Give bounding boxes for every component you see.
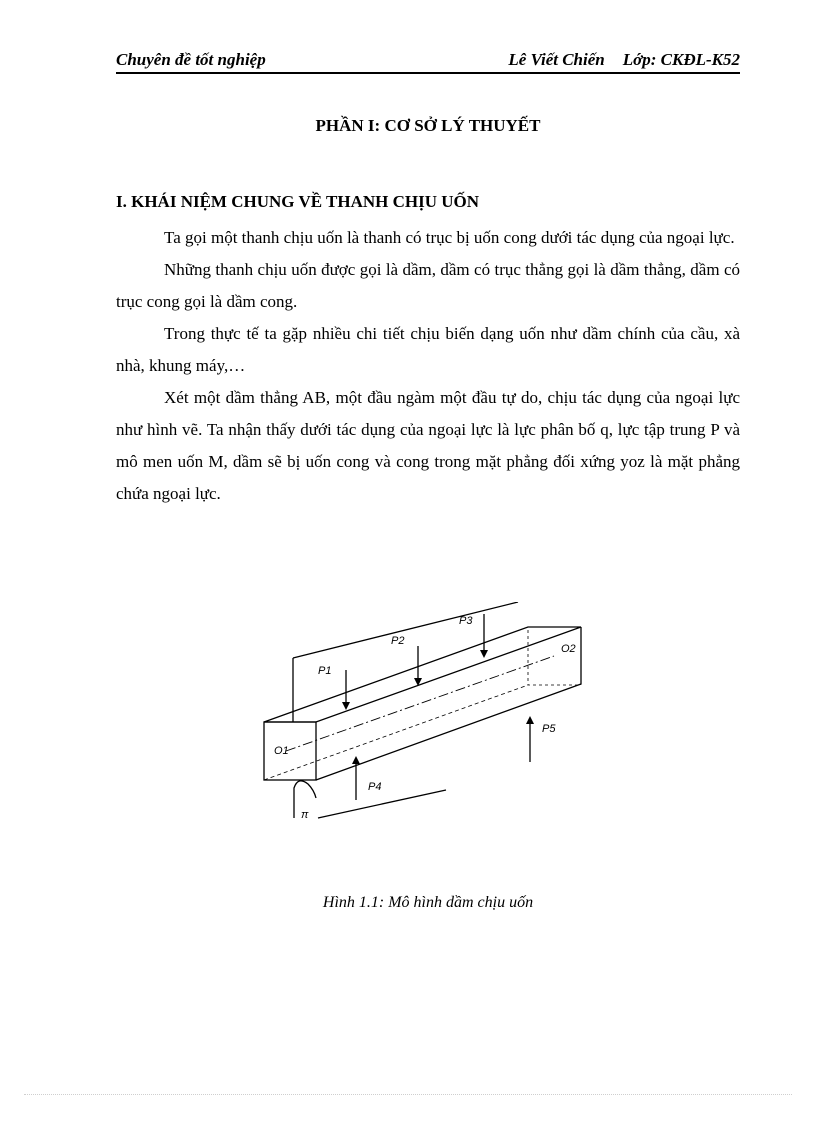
end-section-o2 — [528, 627, 581, 685]
paragraph-4: Xét một dầm thẳng AB, một đầu ngàm một đầu tự do, chịu tác dụng của ngoại lực như hình vẽ. Ta nhận thấy dưới tác dụng của ngoại lực là lực phân bố q, lực tập trung P và mô men uốn M, dầm sẽ bị uốn cong và cong trong mặt phẳng đối xứng yoz là mặt phẳng chứa ngoại lực. — [116, 388, 740, 503]
footer-divider — [24, 1094, 792, 1095]
body-text — [116, 222, 740, 510]
label-p5: P5 — [542, 723, 556, 735]
section-title: I. KHÁI NIỆM CHUNG VỀ THANH CHỊU UỐN — [116, 192, 480, 211]
beam-body — [264, 627, 581, 780]
forces — [346, 614, 530, 800]
beam-diagram — [256, 602, 596, 822]
part-title: PHẦN I: CƠ SỞ LÝ THUYẾT — [315, 116, 541, 135]
label-o1: O1 — [274, 745, 289, 757]
label-p3: P3 — [459, 615, 473, 627]
paragraph-2: Những thanh chịu uốn được gọi là dầm, dầm có trục thẳng gọi là dầm thẳng, dầm có trục cong gọi là dầm cong. — [116, 260, 740, 311]
figure-caption: Hình 1.1: Mô hình dầm chịu uốn — [322, 894, 534, 911]
label-pi: π — [301, 809, 309, 821]
end-section-o1 — [264, 722, 316, 780]
header-author-class — [508, 50, 740, 70]
label-o2: O2 — [561, 643, 576, 655]
page-header — [116, 50, 740, 74]
label-p2: P2 — [391, 635, 405, 647]
header-author: Lê Viết Chiến — [508, 50, 605, 69]
header-class: Lớp: CKĐL-K52 — [622, 50, 740, 69]
paragraph-3: Trong thực tế ta gặp nhiều chi tiết chịu biến dạng uốn như dầm chính của cầu, xà nhà, khung máy,… — [116, 324, 740, 375]
label-p1: P1 — [318, 665, 332, 677]
paragraph-1: Ta gọi một thanh chịu uốn là thanh có trục bị uốn cong dưới tác dụng của ngoại lực. — [164, 228, 735, 247]
beam-figure — [256, 602, 596, 822]
label-p4: P4 — [368, 781, 382, 793]
header-document-type: Chuyên đề tốt nghiệp — [116, 50, 266, 69]
